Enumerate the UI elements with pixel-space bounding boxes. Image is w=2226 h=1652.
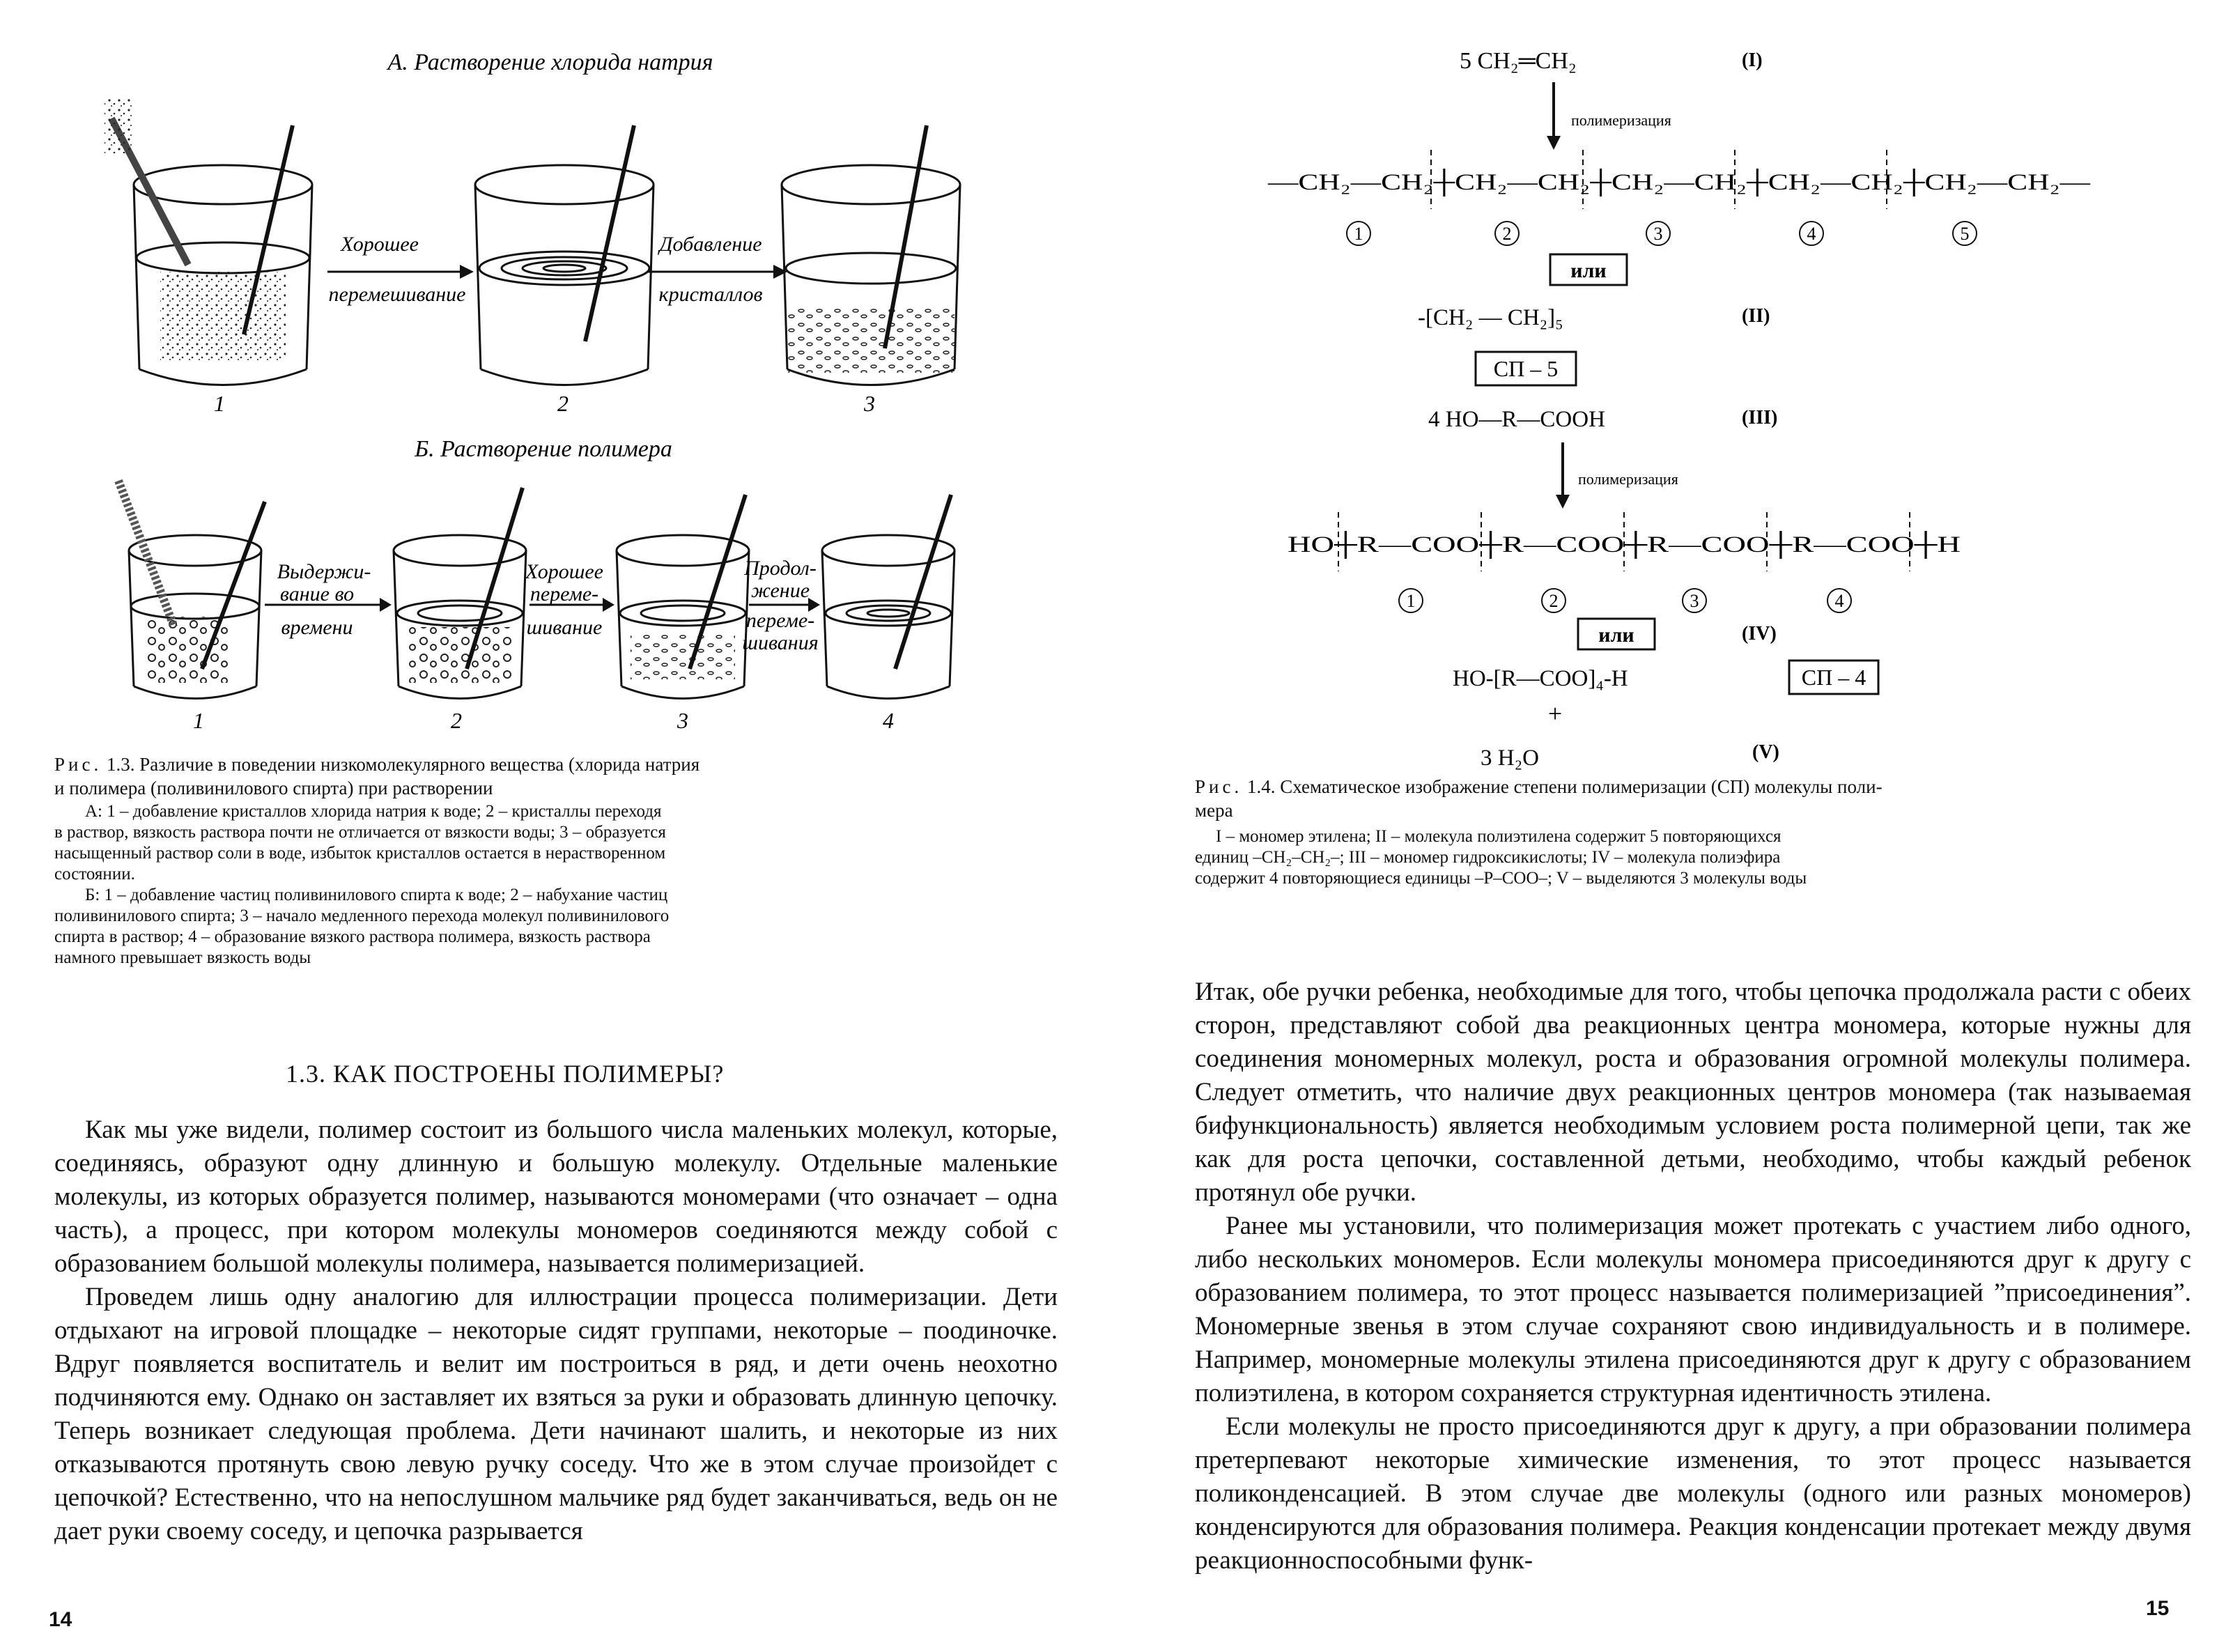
svg-text:жение: жение <box>750 579 810 602</box>
eq3: 4 HO—R—COOH <box>1428 407 1605 432</box>
label-a2: 2 <box>557 391 569 416</box>
svg-text:перемешивание: перемешивание <box>328 283 466 306</box>
arrow-a2 <box>648 233 787 306</box>
dp-box-2: СП – 4 <box>1801 665 1866 690</box>
figure-1-4 <box>1129 0 2226 780</box>
svg-text:Выдержи-: Выдержи- <box>277 560 371 583</box>
label-b3: 3 <box>677 708 688 733</box>
fig13-title-a: А. Растворение хлорида натрия <box>387 49 713 75</box>
paragraph: Если молекулы не просто присоединяются друг к другу, а при образовании полимера претерпевают некоторые химические изменения, то этот процесс называется поликонденсацией. В этом случае две молекулы (одного или разных мономеров) конденсируются для образования полимера. Реакция конденсации протекает между двумя реакционноспособными функ- <box>1195 1412 2191 1575</box>
section-heading: 1.3. КАК ПОСТРОЕНЫ ПОЛИМЕРЫ? <box>286 1060 725 1088</box>
beaker-b2 <box>394 488 526 699</box>
beaker-b3 <box>617 495 749 699</box>
svg-text:4: 4 <box>1807 224 1816 244</box>
left-body-text <box>54 1113 1058 1548</box>
label-b1: 1 <box>193 708 204 733</box>
label-a3: 3 <box>864 391 875 416</box>
paragraph: Ранее мы установили, что полимеризация может протекать с участием либо одного, либо нескольких мономеров. Если молекулы мономера присоединяются друг к другу с образованием полимера, то этот процесс называется полимеризацией ”присоединения”. Мономерные звенья в этом случае сохраняют свою индивидуальность и в полимере. Например, мономерные молекулы этилена присоединяются друг к другу с образованием полиэтилена, в котором сохраняется структурная идентичность этилена. <box>1195 1212 2191 1407</box>
label-b2: 2 <box>451 708 462 733</box>
svg-text:переме-: переме- <box>530 582 599 605</box>
right-body-text <box>1195 975 2191 1577</box>
or-box-2: или <box>1598 624 1634 647</box>
eq2: -[CH₂ — CH₂]₅ <box>1418 305 1563 330</box>
left-page <box>0 0 1087 1652</box>
svg-text:времени: времени <box>281 616 353 639</box>
figure-1-3 <box>0 0 1087 739</box>
chain1-units <box>1347 222 1977 245</box>
chain2-units <box>1399 589 1851 612</box>
arrow-b3 <box>742 557 820 654</box>
svg-text:Хорошее: Хорошее <box>525 560 604 583</box>
svg-text:кристаллов: кристаллов <box>658 283 763 306</box>
eq5: 3 H₂O <box>1481 746 1539 771</box>
eq1-label: (I) <box>1742 49 1763 71</box>
svg-text:3: 3 <box>1653 224 1663 244</box>
paragraph: Проведем лишь одну аналогию для иллюстрации процесса полимеризации. Дети отдыхают на игровой площадке – некоторые сидят группами, некоторые – поодиночке. Вдруг появляется воспитатель и велит им построиться в ряд, и дети очень неохотно подчиняются ему. Однако он заставляет их взяться за руки и образовать длинную цепочку. Теперь возникает следующая проблема. Дети начинают шалить, и некоторые из них отказываются протянуть свою левую ручку соседу. Что же в этом случае произойдет с цепочкой? Естественно, что на непослушном мальчике ряд будет заканчиваться, ведь он не дает руки своему соседу, и цепочка разрывается <box>54 1283 1058 1545</box>
svg-text:2: 2 <box>1549 591 1559 611</box>
arrow-b1 <box>265 560 392 639</box>
svg-text:шивание: шивание <box>526 616 603 639</box>
svg-text:Добавление: Добавление <box>659 233 762 256</box>
page-number-left: 14 <box>49 1608 72 1631</box>
svg-text:5: 5 <box>1960 224 1970 244</box>
figure-1-4-notes: I – мономер этилена; II – молекула полиэтилена содержит 5 повторяющихся единиц –CH₂–CH₂–; III – мономер гидроксикислоты; IV – молекула полиэфира содержит 4 повторяющиеся единицы –Р–COO–; V – выделяются 3 молекулы воды <box>1195 827 1807 888</box>
chain2: HO┼R—COO┼R—COO┼R—COO┼R—COO┼H <box>1288 532 1767 557</box>
label-a1: 1 <box>214 391 225 416</box>
figure-1-3-caption: Рис. 1.3. Различие в поведении низкомолекулярного вещества (хлорида натрия и полимера (поливинилового спирта) при растворении <box>54 754 700 798</box>
svg-text:3: 3 <box>1690 591 1699 611</box>
eq1: 5 CH₂═CH₂ <box>1460 48 1577 74</box>
svg-text:переме-: переме- <box>745 609 815 632</box>
label-b4: 4 <box>883 708 894 733</box>
svg-text:2: 2 <box>1502 224 1512 244</box>
svg-text:шивания: шивания <box>742 631 819 654</box>
svg-text:1: 1 <box>1354 224 1363 244</box>
eq4: HO-[R—COO]₄-H <box>1453 666 1628 691</box>
page-number-right: 15 <box>2146 1597 2170 1620</box>
arrow1-label: полимеризация <box>1571 111 1671 129</box>
svg-text:Хорошее: Хорошее <box>340 233 419 256</box>
arrow2-label: полимеризация <box>1578 470 1678 488</box>
or-box-1: или <box>1570 259 1607 282</box>
right-page <box>1129 0 2226 1652</box>
eq5-label: (V) <box>1752 741 1779 763</box>
fig13-title-b: Б. Растворение полимера <box>415 436 672 462</box>
paragraph: Итак, обе ручки ребенка, необходимые для того, чтобы цепочка продолжала расти с обеих сторон, представляют собой два реакционных центра мономера, которые нужны для соединения мономерных молекул, роста и образования огромной молекулы полимера. Следует отметить, что наличие двух реакционных центров мономера (так называемая бифункциональность) является необходимым условием роста полимерной цепи, так же как для роста цепочки, составленной детьми, необходимо, чтобы каждый ребенок протянул обе ручки. <box>1195 978 2191 1207</box>
beaker-a1 <box>105 98 312 385</box>
beaker-a3 <box>782 125 960 385</box>
figure-1-3-notes: А: 1 – добавление кристаллов хлорида натрия к воде; 2 – кристаллы переходя в раствор, вязкость раствора почти не отличается от вязкости воды; 3 – образуется насыщенный раствор соли в воде, избыток кристаллов остается в нерастворенном состоянии. Б: 1 – добавление частиц поливинилового спирта к воде; 2 – набухание частиц поливинилового спирта; 3 – начало медленного перехода молекул поливинилового спирта в раствор; 4 – образование вязкого раствора полимера, вязкость раствора намного превышает вязкость воды <box>54 802 670 967</box>
svg-text:Продол-: Продол- <box>744 557 817 580</box>
arrow-b2 <box>525 560 615 639</box>
plus-sign: + <box>1547 700 1563 727</box>
dp-box-1: СП – 5 <box>1493 356 1559 381</box>
svg-text:4: 4 <box>1834 591 1844 611</box>
eq2-label: (II) <box>1742 305 1770 327</box>
eq4-label: (IV) <box>1742 623 1777 644</box>
chain1: —CH₂—CH₂┼CH₂—CH₂┼CH₂—CH₂┼CH₂—CH₂┼CH₂—CH₂— <box>1268 170 1894 195</box>
beaker-b4 <box>822 495 954 699</box>
beaker-a2 <box>475 125 654 385</box>
paragraph: Как мы уже видели, полимер состоит из большого числа маленьких молекул, которые, соединяясь, образуют одну длинную и большую молекулу. Отдельные маленькие молекулы, из которых образуется полимер, называются мономерами (что означает – одна часть), а процесс, при котором молекулы мономеров соединяются между собой с образованием большой молекулы полимера, называется полимеризацией. <box>54 1116 1058 1278</box>
svg-text:1: 1 <box>1406 591 1416 611</box>
eq3-label: (III) <box>1742 407 1778 429</box>
arrow-a1 <box>327 233 474 306</box>
beaker-b1 <box>118 481 265 699</box>
figure-1-4-caption: Рис. 1.4. Схематическое изображение степени полимеризации (СП) молекулы поли- мера <box>1195 776 1883 821</box>
svg-text:вание во: вание во <box>279 582 355 605</box>
